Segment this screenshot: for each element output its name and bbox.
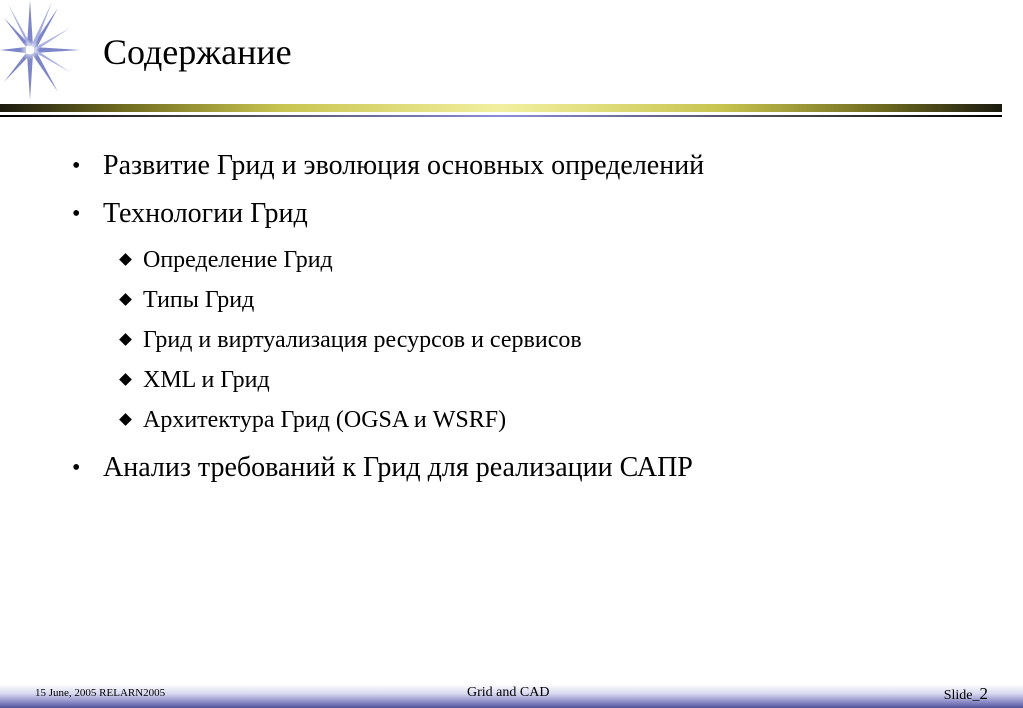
list-item bbox=[70, 146, 990, 186]
header-rule-line bbox=[0, 115, 1002, 117]
footer-title: Grid and CAD bbox=[467, 685, 550, 700]
slide-content bbox=[70, 146, 990, 496]
diamond-bullet-icon bbox=[119, 373, 132, 386]
diamond-bullet-icon bbox=[119, 293, 132, 306]
list-item-text: Развитие Грид и эволюция основных определений bbox=[103, 150, 705, 181]
slide-number: 2 bbox=[979, 684, 988, 703]
slide-footer bbox=[0, 684, 1023, 708]
list-item bbox=[70, 194, 990, 234]
sub-list-item bbox=[70, 320, 990, 360]
footer-date-event: 15 June, 2005 RELARN2005 bbox=[35, 687, 166, 699]
sub-list bbox=[70, 240, 990, 440]
sub-list-item-text: Архитектура Грид (OGSA и WSRF) bbox=[143, 407, 507, 433]
sub-list-item bbox=[70, 240, 990, 280]
slide-label: Slide_ bbox=[943, 688, 980, 703]
list-item-text: Анализ требований к Грид для реализации САПР bbox=[103, 452, 693, 483]
sub-list-item-text: Грид и виртуализация ресурсов и сервисов bbox=[143, 327, 582, 353]
round-bullet-icon: • bbox=[72, 201, 81, 227]
sub-list-item-text: XML и Грид bbox=[143, 367, 270, 393]
list-item bbox=[70, 448, 990, 488]
round-bullet-icon: • bbox=[72, 455, 81, 481]
diamond-bullet-icon bbox=[119, 333, 132, 346]
sub-list-item bbox=[70, 400, 990, 440]
diamond-bullet-icon bbox=[119, 413, 132, 426]
footer-slide-number bbox=[944, 684, 988, 704]
sub-list-item-text: Типы Грид bbox=[143, 287, 255, 313]
round-bullet-icon: • bbox=[72, 153, 81, 179]
sub-list-item bbox=[70, 280, 990, 320]
sub-list-item-text: Определение Грид bbox=[143, 247, 333, 273]
diamond-bullet-icon bbox=[119, 253, 132, 266]
starburst-logo-icon bbox=[0, 0, 80, 100]
header-gradient-bar bbox=[0, 104, 1002, 112]
slide-title: Содержание bbox=[103, 32, 292, 72]
list-item-text: Технологии Грид bbox=[103, 198, 308, 229]
sub-list-item bbox=[70, 360, 990, 400]
